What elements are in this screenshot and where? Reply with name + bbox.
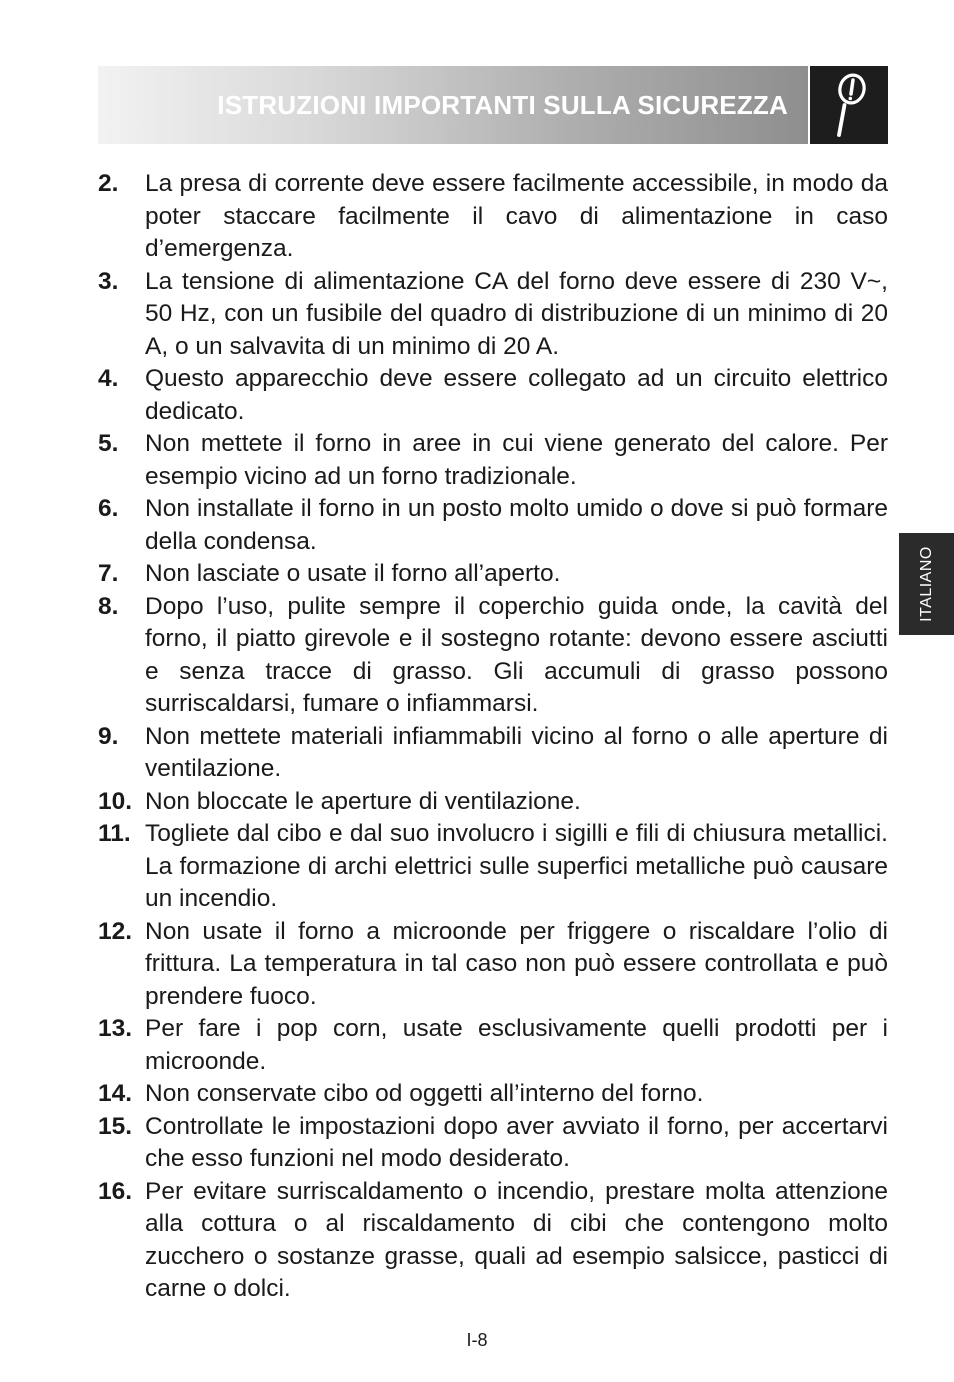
item-text: Questo apparecchio deve essere collegato ad un circuito elettrico dedicato. <box>145 365 888 425</box>
list-item <box>98 493 888 558</box>
item-text: Non lasciate o usate il forno all’aperto. <box>145 560 561 587</box>
item-text: La presa di corrente deve essere facilmente accessibile, in modo da poter staccare facilmente il cavo di alimentazione in caso d’emergenza. <box>145 170 888 262</box>
section-header <box>98 66 808 144</box>
item-number: 2. <box>98 170 119 197</box>
item-text: Non mettete materiali infiammabili vicino al forno o alle aperture di ventilazione. <box>145 722 888 782</box>
item-text: Non usate il forno a microonde per friggere o riscaldare l’olio di frittura. La temperatura in tal caso non può essere controllata e può prendere fuoco. <box>145 917 888 1010</box>
list-item <box>98 786 888 819</box>
item-number: 13. <box>98 1015 133 1042</box>
list-item <box>98 721 888 786</box>
safety-instructions-list <box>98 168 888 1306</box>
item-number: 9. <box>98 722 119 750</box>
language-label: ITALIANO <box>917 546 935 622</box>
list-item <box>98 363 888 428</box>
item-text: Dopo l’uso, pulite sempre il coperchio guida onde, la cavità del forno, il piatto girevole e il sostegno rotante: devono essere asciutti e senza tracce di grasso. Gli accumuli di grasso possono surriscaldarsi, fumare o infiammarsi. <box>145 592 888 717</box>
item-number: 3. <box>98 267 119 295</box>
list-item <box>98 591 888 721</box>
item-number: 12. <box>98 917 133 945</box>
item-text: Non bloccate le aperture di ventilazione. <box>145 787 581 815</box>
list-item <box>98 916 888 1014</box>
item-number: 5. <box>98 430 119 457</box>
list-item <box>98 1013 888 1078</box>
warning-info-icon <box>828 72 872 138</box>
list-item <box>98 1111 888 1176</box>
item-number: 15. <box>98 1112 133 1140</box>
section-title: ISTRUZIONI IMPORTANTI SULLA SICUREZZA <box>217 90 788 120</box>
item-text: La tensione di alimentazione CA del forno deve essere di 230 V~, 50 Hz, con un fusibile del quadro di distribuzione di un minimo di 20 A, o un salvavita di un minimo di 20 A. <box>145 267 888 360</box>
item-number: 7. <box>98 560 119 587</box>
item-text: Per fare i pop corn, usate esclusivamente quelli prodotti per i microonde. <box>145 1015 888 1075</box>
item-number: 8. <box>98 592 119 620</box>
item-text: Non conservate cibo od oggetti all’interno del forno. <box>145 1080 704 1107</box>
item-text: Togliete dal cibo e dal suo involucro i sigilli e fili di chiusura metallici. La formazione di archi elettrici sulle superfici metalliche può causare un incendio. <box>145 820 888 912</box>
item-text: Non mettete il forno in aree in cui viene generato del calore. Per esempio vicino ad un forno tradizionale. <box>145 430 888 490</box>
item-text: Per evitare surriscaldamento o incendio, prestare molta attenzione alla cottura o al riscaldamento di cibi che contengono molto zucchero o sostanze grasse, quali ad esempio salsicce, pasticci di carne o dolci. <box>145 1177 888 1302</box>
list-item <box>98 266 888 364</box>
language-tab <box>899 533 954 635</box>
item-number: 11. <box>98 820 131 847</box>
item-number: 4. <box>98 365 119 392</box>
list-item <box>98 818 888 916</box>
list-item <box>98 1078 888 1111</box>
item-number: 6. <box>98 495 119 522</box>
item-text: Controllate le impostazioni dopo aver avviato il forno, per accertarvi che esso funzioni nel modo desiderato. <box>145 1112 888 1172</box>
page-number: I-8 <box>466 1330 488 1350</box>
list-item <box>98 1176 888 1306</box>
list-item <box>98 558 888 591</box>
warning-icon-box <box>810 66 888 144</box>
list-item <box>98 428 888 493</box>
item-number: 16. <box>98 1177 133 1205</box>
item-text: Non installate il forno in un posto molto umido o dove si può formare della condensa. <box>145 495 888 555</box>
list-item <box>98 168 888 266</box>
item-number: 14. <box>98 1080 133 1107</box>
item-number: 10. <box>98 787 133 815</box>
